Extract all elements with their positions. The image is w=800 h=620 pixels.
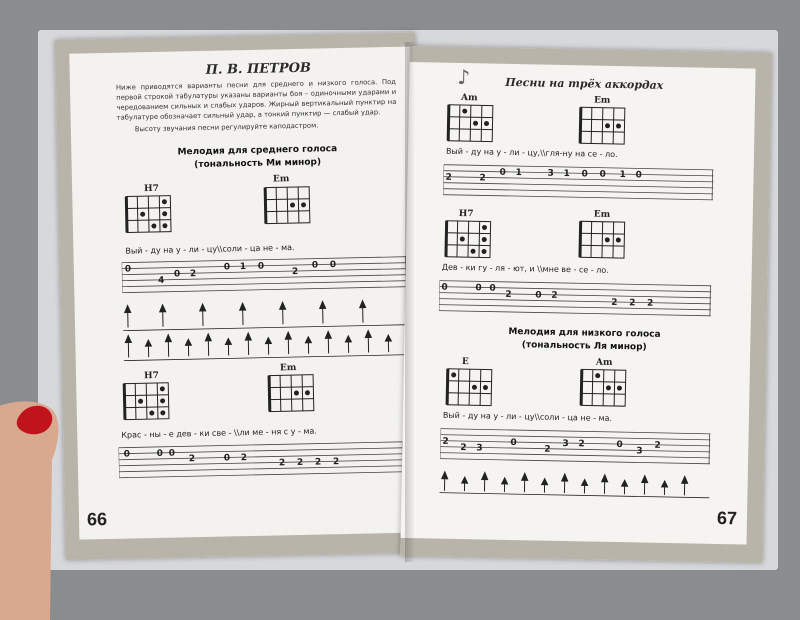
chord-name-em-2: Em [280,363,297,373]
chord-diagram-h7-r [444,219,495,260]
tab-num: 2 [551,291,557,301]
section-title-middle: Мелодия для среднего голоса [167,143,347,159]
tab-num: 0 [157,449,163,459]
tab-num: 0 [510,438,516,448]
intro-text-2: Высоту звучания песни регулируйте каподастром. [135,119,375,134]
tab-num: 2 [505,290,511,300]
tab-num: 2 [629,298,635,308]
tab-num: 1 [240,262,246,272]
tablature-left-2 [118,438,404,484]
tab-num: 1 [619,170,625,180]
chord-name-am-2: Am [596,358,613,368]
tab-num: 0 [489,284,495,294]
page-number-right: 67 [717,508,737,529]
tab-num: 0 [312,261,318,271]
tab-num: 2 [333,457,339,467]
right-page [400,46,772,563]
music-note-icon: ♪ [457,65,470,89]
chord-name-h7-1: H7 [144,184,159,194]
right-page-title: Песни на трёх аккордах [505,76,663,92]
chord-name-h7-2: H7 [144,371,159,381]
tab-num: 0 [169,449,175,459]
right-lyric-2: Дев - ки гу - ля - ют, и \\мне ве - се - ло. [442,263,609,275]
tab-num: 4 [158,276,164,286]
tab-num: 3 [636,446,642,456]
tablature-right-2 [439,277,712,322]
page-number-left: 66 [87,509,107,530]
tab-num: 0 [581,169,587,179]
chord-diagram-em [263,185,314,226]
right-lyric-1: Вый - ду на у - ли - цу,\\гля-ну на се - ло. [446,147,618,159]
strum-pattern-1 [123,297,409,363]
tab-num: 3 [476,443,482,453]
chord-diagram-em-r1 [578,105,629,146]
tab-num: 2 [279,458,285,468]
book-spine [405,42,415,562]
tab-num: 0 [258,262,264,272]
tab-num: 2 [292,267,298,277]
tab-num: 0 [616,440,622,450]
tab-num: 0 [499,168,505,178]
tab-num: 0 [125,264,131,274]
tab-num: 0 [224,453,230,463]
author-title: П. В. ПЕТРОВ [206,61,312,78]
tab-num: 1 [563,169,569,179]
tab-num: 0 [124,450,130,460]
tab-num: 2 [445,173,451,183]
tab-num: 2 [189,454,195,464]
chord-name-em-r1: Em [594,96,611,106]
tab-num: 2 [479,173,485,183]
chord-name-am-1: Am [461,93,478,103]
tab-num: 2 [460,443,466,453]
section-title-low: Мелодия для низкого голоса [484,325,684,341]
chord-diagram-am-2 [579,367,630,408]
tab-num: 0 [441,283,447,293]
tab-num: 2 [297,458,303,468]
section-key-middle: (тональность Ми минор) [168,156,348,172]
tab-num: 0 [535,290,541,300]
tab-num: 1 [515,168,521,178]
tab-num: 0 [599,170,605,180]
tab-num: 2 [654,441,660,451]
tab-num: 3 [547,169,553,179]
right-lyric-3: Вый - ду на у - ли - цу\\соли - ца не - ма. [443,411,612,423]
tab-num: 2 [442,437,448,447]
tab-num: 3 [562,439,568,449]
tab-num: 0 [330,260,336,270]
chord-name-e: E [462,357,469,367]
chord-diagram-am [446,103,497,144]
strum-pattern-low [439,469,709,500]
tab-num: 2 [190,269,196,279]
tablature-left-1 [122,253,408,299]
chord-diagram-em-2 [267,373,318,414]
hand [0,380,85,620]
chord-diagram-h7-2 [122,381,173,422]
tab-num: 0 [174,269,180,279]
tab-num: 2 [241,453,247,463]
section-key-low: (тональность Ля минор) [484,338,684,354]
chord-name-em-1: Em [273,174,290,184]
tab-num: 2 [544,445,550,455]
tab-num: 2 [611,298,617,308]
intro-text: Ниже приводятся варианты песни для среднего и низкого голоса. Под первой строкой табулатуры указаны варианты боя – одиночными ударами и чередованием сильных и слабых ударов. Жирный вертикальный пунктир на табулатуре обозначает сильный удар, а тонкий пунктир — слабый удар. [116,77,397,123]
lyric-line-1: Вый - ду на у - ли - цу\\соли - ца не - ма. [125,243,294,256]
chord-diagram-em-r2 [578,219,629,260]
chord-diagram-e [445,367,496,408]
chord-name-em-r2: Em [594,210,611,220]
tab-num: 0 [635,170,641,180]
chord-diagram-h7 [124,194,175,235]
left-page [55,32,426,559]
tablature-right-1 [443,161,714,206]
lyric-line-2: Крас - ны - е дев - ки све - \\ли ме - ня с у - ма. [121,427,317,440]
tablature-right-3 [440,425,711,470]
tab-num: 2 [647,299,653,309]
tab-num: 0 [224,262,230,272]
tab-num: 2 [315,458,321,468]
chord-name-h7-r: H7 [459,209,474,219]
tab-num: 2 [578,439,584,449]
tab-num: 0 [475,283,481,293]
